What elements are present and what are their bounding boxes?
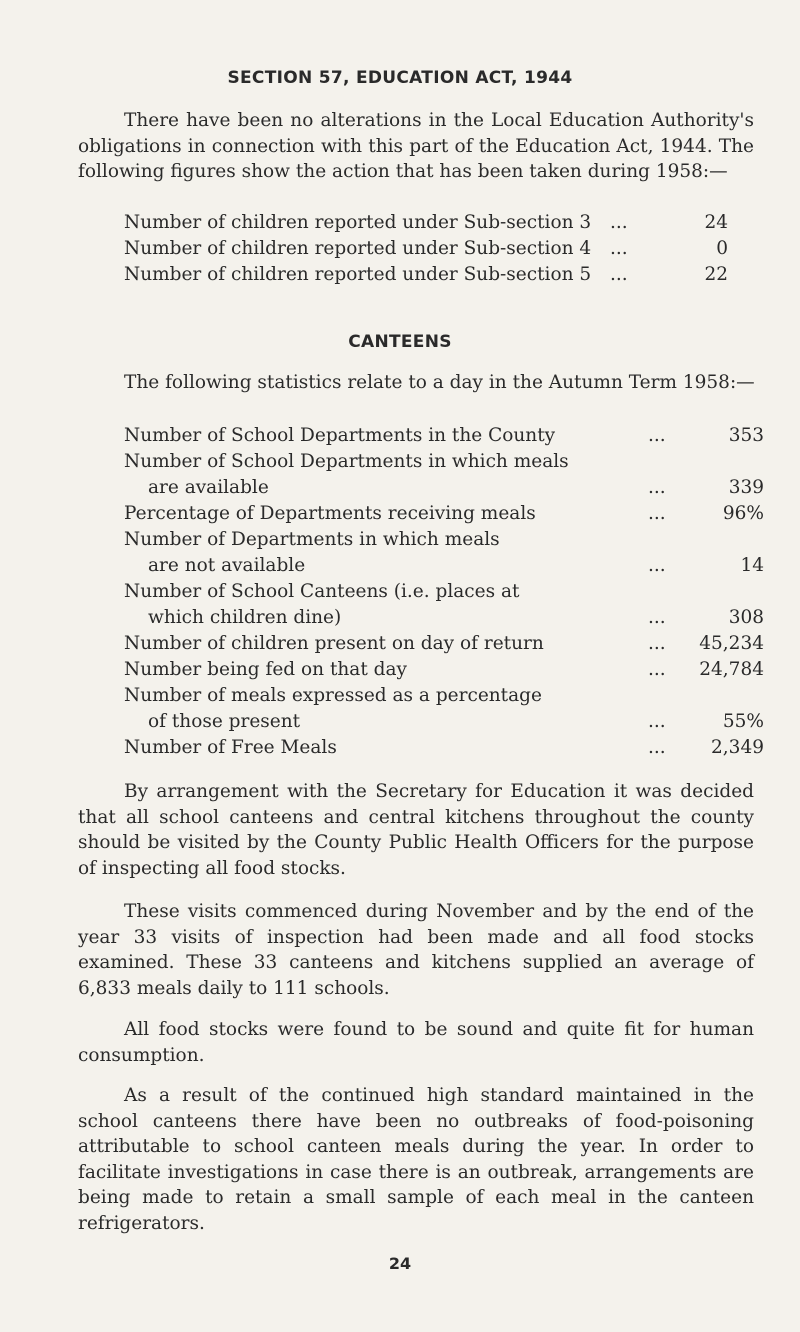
page-number: 24 — [388, 1254, 412, 1273]
canteen-row — [124, 475, 764, 501]
row-value: 96% — [722, 503, 764, 524]
row-value: 339 — [728, 477, 764, 498]
paragraph-food-stocks — [78, 1017, 754, 1068]
row-leader: ... — [648, 711, 666, 732]
section57-row — [124, 210, 764, 236]
row-leader: ... — [648, 659, 666, 680]
row-leader: ... — [648, 503, 666, 524]
paragraph-visits — [78, 899, 754, 1001]
row-label: Number of meals expressed as a percentage — [124, 685, 542, 706]
intro-paragraph — [78, 108, 754, 185]
row-label: Number of children reported under Sub-section 3 — [124, 212, 592, 233]
row-value: 0 — [716, 238, 728, 259]
row-label: Percentage of Departments receiving meals — [124, 503, 536, 524]
section57-row — [124, 262, 764, 288]
section57-row — [124, 236, 764, 262]
row-label: Number of Departments in which meals — [124, 529, 500, 550]
canteen-row — [124, 631, 764, 657]
row-leader: ... — [648, 425, 666, 446]
row-label: Number of School Canteens (i.e. places at — [124, 581, 520, 602]
row-leader: ... — [610, 212, 628, 233]
row-value: 308 — [728, 607, 764, 628]
canteen-row — [124, 501, 764, 527]
paragraph-text: As a result of the continued high standard maintained in the school canteens there have been no outbreaks of food-poisoning attributable to school canteen meals during the year. In order to facilitate investigations in case there is an outbreak, arrangements are being made to retain a small sample of each meal in the canteen refrigerators. — [78, 1085, 754, 1234]
canteen-row — [124, 579, 764, 605]
row-value: 24 — [704, 212, 728, 233]
row-value: 2,349 — [711, 737, 764, 758]
canteen-row — [124, 423, 764, 449]
row-value: 14 — [740, 555, 764, 576]
canteen-row — [124, 553, 764, 579]
canteen-row — [124, 657, 764, 683]
row-label: Number being fed on that day — [124, 659, 407, 680]
row-label: are available — [148, 477, 269, 498]
row-value: 45,234 — [699, 633, 764, 654]
row-label: Number of School Departments in the County — [124, 425, 556, 446]
row-label: Number of children present on day of return — [124, 633, 544, 654]
row-leader: ... — [648, 477, 666, 498]
paragraph-arrangement — [78, 779, 754, 881]
paragraph-standards — [78, 1083, 754, 1236]
row-label: which children dine) — [148, 607, 342, 628]
row-value: 22 — [704, 264, 728, 285]
row-leader: ... — [648, 555, 666, 576]
row-label: Number of Free Meals — [124, 737, 337, 758]
canteen-row — [124, 527, 764, 553]
canteen-row — [124, 449, 764, 475]
row-label: of those present — [148, 711, 301, 732]
canteen-row — [124, 709, 764, 735]
row-leader: ... — [648, 633, 666, 654]
row-value: 55% — [722, 711, 764, 732]
canteen-row — [124, 683, 764, 709]
canteen-row — [124, 735, 764, 761]
canteens-heading: CANTEENS — [348, 332, 452, 352]
section-heading: SECTION 57, EDUCATION ACT, 1944 — [227, 68, 573, 88]
row-label: Number of children reported under Sub-section 5 — [124, 264, 592, 285]
row-label: are not available — [148, 555, 306, 576]
row-leader: ... — [610, 264, 628, 285]
row-value: 24,784 — [699, 659, 764, 680]
row-label: Number of School Departments in which meals — [124, 451, 569, 472]
row-leader: ... — [610, 238, 628, 259]
row-label: Number of children reported under Sub-section 4 — [124, 238, 592, 259]
intro-text: There have been no alterations in the Local Education Authority's obligations in connection with this part of the Education Act, 1944. The following figures show the action that has been taken during 1958:— — [78, 110, 754, 182]
canteen-row — [124, 605, 764, 631]
row-value: 353 — [728, 425, 764, 446]
paragraph-text: These visits commenced during November and by the end of the year 33 visits of inspection had been made and all food stocks examined. These 33 canteens and kitchens supplied an average of 6,833 meals daily to 111 schools. — [78, 901, 754, 999]
canteens-intro-text: The following statistics relate to a day in the Autumn Term 1958:— — [124, 372, 755, 393]
canteens-intro — [78, 370, 768, 396]
paragraph-text: By arrangement with the Secretary for Education it was decided that all school canteens and central kitchens throughout the county should be visited by the County Public Health Officers for the purpose of inspecting all food stocks. — [78, 781, 754, 879]
paragraph-text: All food stocks were found to be sound and quite fit for human consumption. — [78, 1019, 754, 1066]
row-leader: ... — [648, 607, 666, 628]
row-leader: ... — [648, 737, 666, 758]
